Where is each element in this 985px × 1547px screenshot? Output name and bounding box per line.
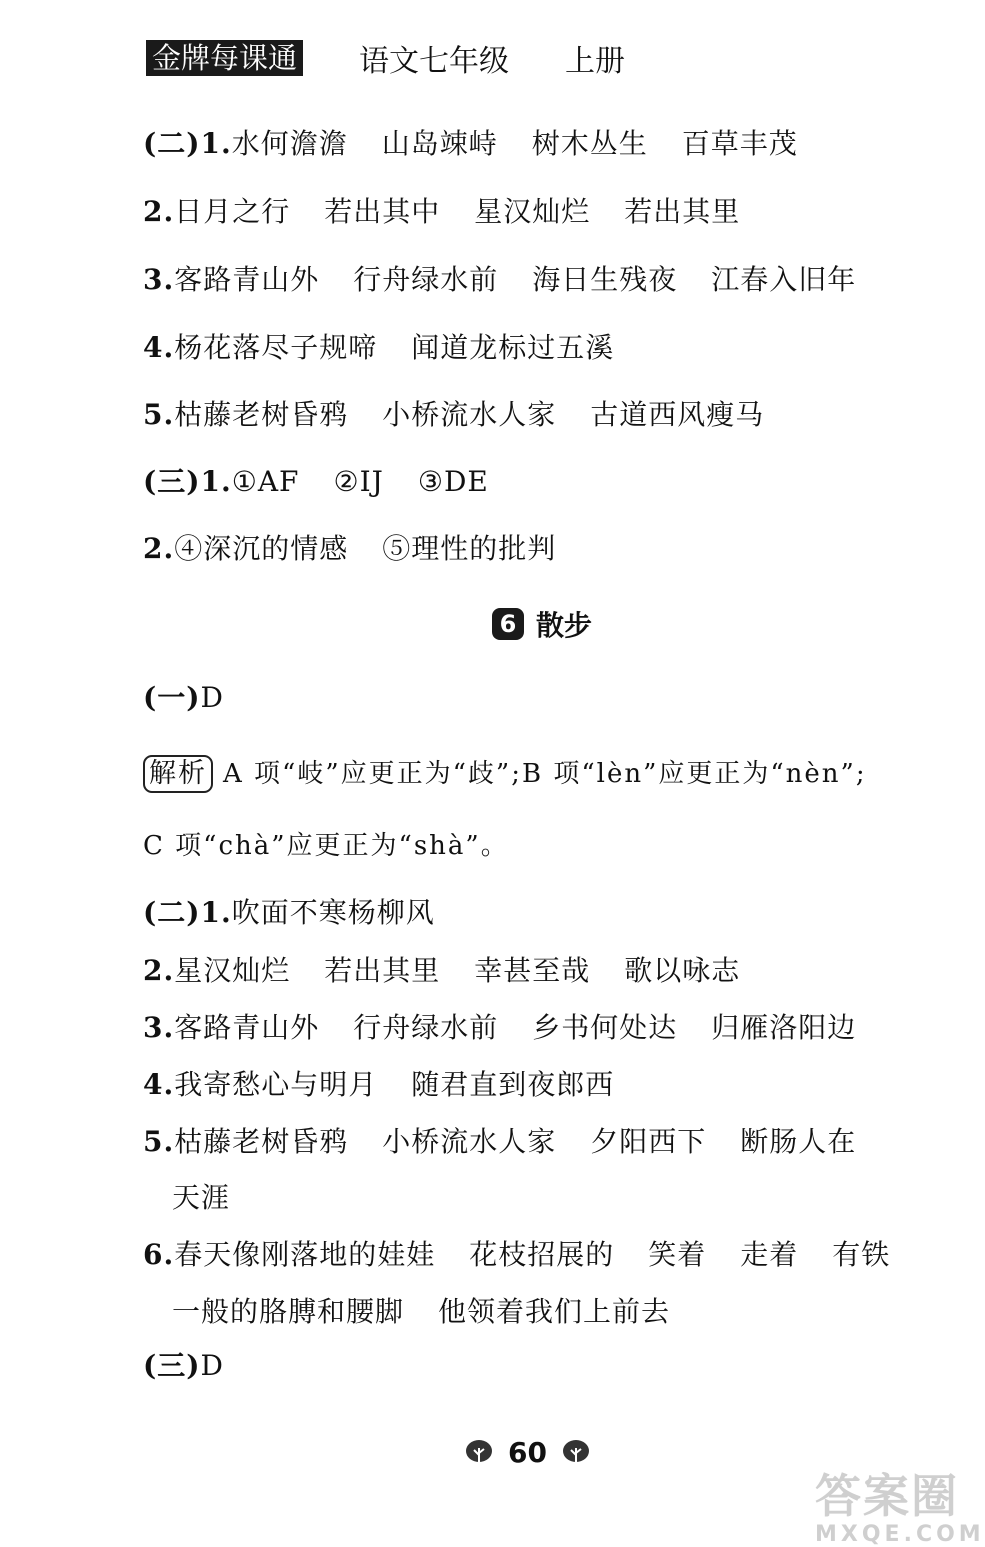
leaf-icon [464, 1438, 494, 1468]
answer-phrase: 枯藤老树昏鸦 [174, 1125, 349, 1158]
answer-phrase: 小桥流水人家 [382, 398, 557, 431]
page-footer [464, 1436, 591, 1469]
answer-line [143, 462, 489, 502]
answer-phrase: 花枝招展的 [469, 1238, 615, 1271]
analysis-line-2 [143, 826, 509, 866]
answer-phrase: 江春入旧年 [711, 263, 857, 296]
answer-line [143, 328, 614, 368]
answer-phrase: ⑤理性的批判 [382, 532, 557, 565]
answer-phrase: 树木丛生 [531, 127, 648, 160]
answer-phrase: 走着 [740, 1238, 799, 1271]
answer-phrase: ③DE [417, 465, 489, 498]
volume-label: 上册 [565, 44, 626, 79]
question-number: 4. [143, 331, 175, 364]
answer-phrase: 夕阳西下 [590, 1125, 707, 1158]
answer-phrase: 山岛竦峙 [381, 127, 498, 160]
answer-phrase: 若出其中 [324, 195, 441, 228]
brand-label: 金牌每课通 [146, 40, 303, 76]
subject-label: 语文七年级 [359, 44, 510, 79]
answer-phrase: 若出其里 [324, 954, 441, 987]
question-number: (二)1. [143, 896, 232, 929]
answer-phrase: 随君直到夜郎西 [411, 1068, 615, 1101]
answer-phrase: 日月之行 [174, 195, 291, 228]
question-number: 3. [143, 263, 175, 296]
question-number: (二)1. [143, 127, 232, 160]
analysis-text: C 项“chà”应更正为“shà”。 [143, 831, 509, 861]
answer-line [143, 124, 798, 164]
answer-phrase: 吹面不寒杨柳风 [231, 896, 435, 929]
answer-line [143, 1346, 224, 1386]
answer-phrase: 我寄愁心与明月 [174, 1068, 378, 1101]
question-number: 2. [143, 954, 175, 987]
question-number: 5. [143, 1125, 175, 1158]
answer-phrase: 歌以咏志 [624, 954, 741, 987]
watermark-bottom: MXQE.COM [815, 1522, 985, 1547]
answer-phrase: 水何澹澹 [231, 127, 348, 160]
answer-line [172, 1292, 670, 1332]
question-number: (一) [143, 681, 201, 714]
answer-phrase: 杨花落尽子规啼 [174, 331, 378, 364]
answer-line [143, 192, 740, 232]
question-number: 2. [143, 195, 175, 228]
lesson-number-badge: 6 [492, 608, 524, 640]
answer-phrase: ②IJ [333, 465, 384, 498]
question-number: 2. [143, 532, 175, 565]
answer-phrase: ④深沉的情感 [174, 532, 349, 565]
answer-line [143, 1235, 890, 1275]
watermark [815, 1460, 985, 1547]
answer-phrase: 断肠人在 [740, 1125, 857, 1158]
answer-phrase: 若出其里 [624, 195, 741, 228]
answer-phrase: 枯藤老树昏鸦 [174, 398, 349, 431]
leaf-icon [561, 1438, 591, 1468]
answer-phrase: 百草丰茂 [681, 127, 798, 160]
analysis-line-1 [143, 754, 867, 794]
answer-phrase: 海日生残夜 [532, 263, 678, 296]
answer-phrase: ①AF [231, 465, 300, 498]
page-number: 60 [508, 1436, 547, 1469]
answer-line [143, 1065, 614, 1105]
answer-phrase: 春天像刚落地的娃娃 [174, 1238, 436, 1271]
answer-phrase: 有铁 [832, 1238, 891, 1271]
answer-phrase: 星汉灿烂 [174, 954, 291, 987]
answer-line [172, 1178, 230, 1218]
answer-phrase: 行舟绿水前 [353, 1011, 499, 1044]
answer-line [143, 951, 740, 991]
answer-phrase: 一般的胳膊和腰脚 [172, 1295, 405, 1328]
answer-phrase: 客路青山外 [174, 263, 320, 296]
answer-phrase: 归雁洛阳边 [711, 1011, 857, 1044]
question-number: 3. [143, 1011, 175, 1044]
answer-line [143, 893, 435, 933]
answer-text: D [200, 1349, 224, 1382]
lesson-title: 散步 [536, 609, 593, 642]
answer-phrase: 星汉灿烂 [474, 195, 591, 228]
question-number: (三)1. [143, 465, 232, 498]
answer-line [143, 395, 764, 435]
answer-phrase: 幸甚至哉 [474, 954, 591, 987]
analysis-text: A 项“岐”应更正为“歧”;B 项“lèn”应更正为“nèn”; [223, 759, 867, 789]
answer-line [143, 678, 224, 718]
question-number: 4. [143, 1068, 175, 1101]
section-title [492, 604, 592, 644]
answer-phrase: 他领着我们上前去 [438, 1295, 671, 1328]
answer-line [143, 1122, 856, 1162]
answer-phrase: 闻道龙标过五溪 [411, 331, 615, 364]
watermark-top: 答案圈 [815, 1469, 959, 1523]
answer-phrase: 行舟绿水前 [353, 263, 499, 296]
answer-phrase: 天涯 [172, 1181, 231, 1214]
page-header [146, 38, 625, 78]
answer-text: D [200, 681, 224, 714]
answer-phrase: 小桥流水人家 [382, 1125, 557, 1158]
question-number: (三) [143, 1349, 201, 1382]
answer-phrase: 乡书何处达 [532, 1011, 678, 1044]
analysis-tag: 解析 [143, 755, 213, 793]
question-number: 5. [143, 398, 175, 431]
answer-line [143, 1008, 856, 1048]
answer-line [143, 529, 556, 569]
answer-phrase: 笑着 [648, 1238, 707, 1271]
answer-line [143, 260, 856, 300]
answer-phrase: 客路青山外 [174, 1011, 320, 1044]
answer-phrase: 古道西风瘦马 [590, 398, 765, 431]
question-number: 6. [143, 1238, 175, 1271]
